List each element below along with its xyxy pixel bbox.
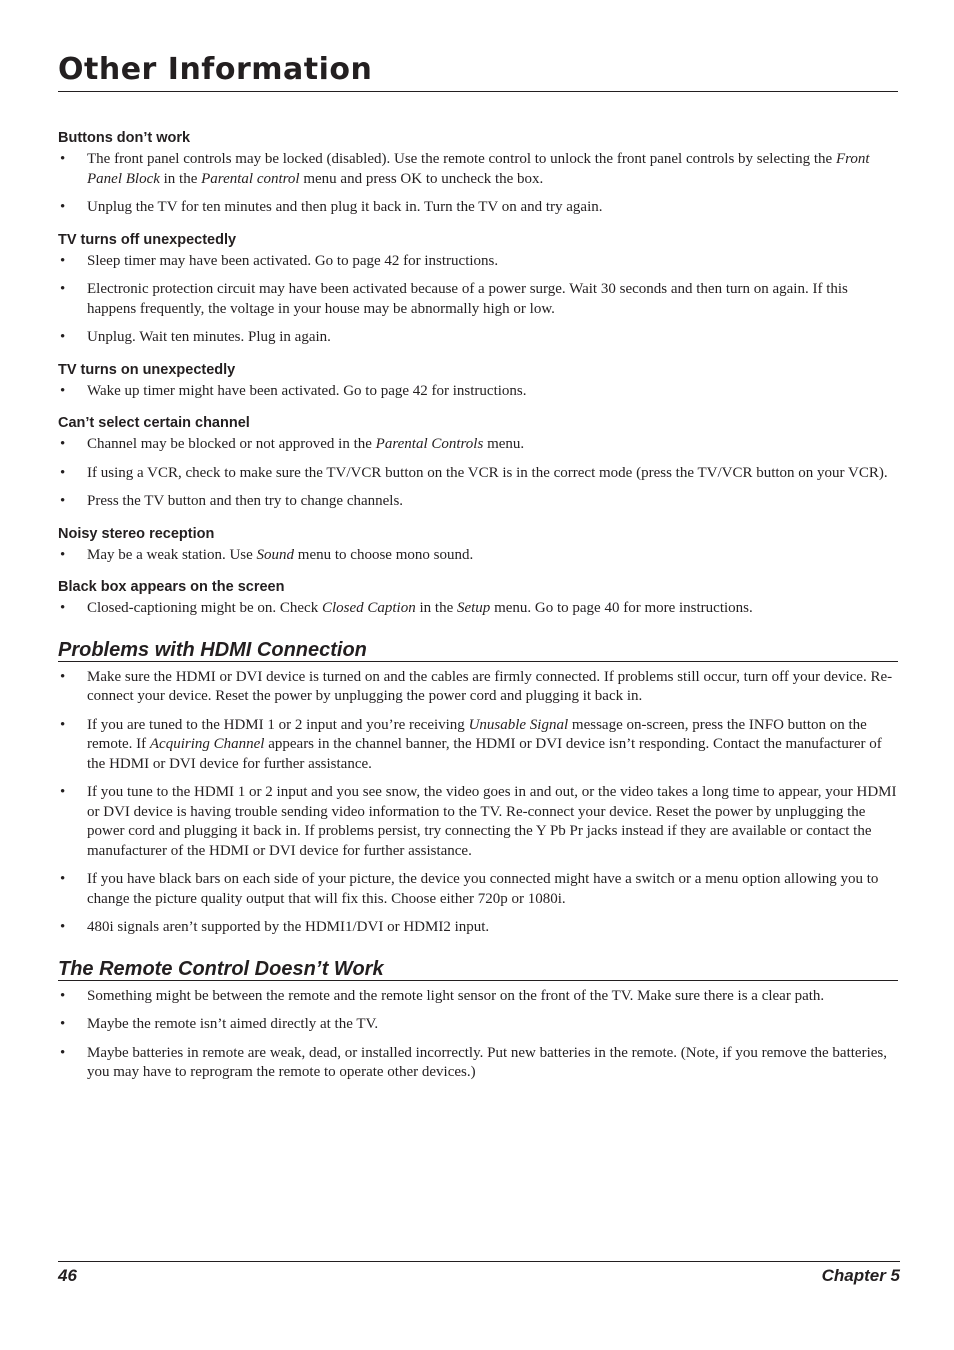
- bullet-icon: •: [60, 151, 66, 167]
- troubleshooting-sections: [58, 130, 898, 619]
- subsection-heading: Noisy stereo reception: [58, 525, 215, 542]
- bullet-list: [58, 435, 898, 512]
- text-run: menu. Go to page 40 for more instructions.: [490, 600, 753, 616]
- text-run: If using a VCR, check to make sure the TV/VCR button on the VCR is in the correct mode (press the TV/VCR button on your VCR).: [87, 464, 888, 481]
- menu-name: Parental Controls: [375, 436, 484, 452]
- menu-name: Sound: [256, 546, 295, 563]
- text-run: appears in the channel banner, the HDMI or DVI device isn’t responding. Contact the manufacturer of the HDMI or DVI device for further assistance.: [87, 736, 882, 772]
- bullet-icon: •: [60, 784, 66, 800]
- menu-name: Setup: [456, 600, 491, 616]
- text-run: Closed-captioning might be on. Check: [87, 600, 322, 616]
- text-run: Unplug. Wait ten minutes. Plug in again.: [87, 329, 331, 345]
- text-run: If you are tuned to the HDMI 1 or 2 input and you’re receiving: [87, 716, 469, 733]
- subsection-heading: Black box appears on the screen: [58, 579, 285, 595]
- list-item: [58, 464, 898, 484]
- bullet-icon: •: [60, 919, 66, 935]
- subsection-heading: TV turns on unexpectedly: [58, 361, 236, 378]
- bullet-icon: •: [60, 716, 66, 733]
- bullet-icon: •: [60, 668, 66, 685]
- list-item: [58, 987, 898, 1007]
- text-run: Wake up timer might have been activated. Go to page 42 for instructions.: [87, 382, 527, 399]
- list-item: [58, 252, 898, 272]
- list-item: [58, 435, 898, 455]
- list-item: [58, 492, 898, 512]
- bullet-icon: •: [60, 436, 66, 452]
- list-item: [58, 870, 898, 909]
- text-run: Press the TV button and then try to change channels.: [87, 493, 404, 509]
- text-run: Maybe batteries in remote are weak, dead, or installed incorrectly. Put new batteries in the remote. (Note, if you remove the batteries, you may have to reprogram the remote to operate other devices.): [87, 1044, 887, 1080]
- bullet-list: [58, 546, 898, 566]
- bullet-icon: •: [60, 281, 66, 297]
- text-run: menu to choose mono sound.: [294, 546, 474, 563]
- bullet-list: [58, 987, 898, 1083]
- list-item: [58, 716, 898, 775]
- bullet-list: [58, 252, 898, 348]
- bullet-icon: •: [60, 987, 66, 1004]
- list-item: [58, 382, 898, 402]
- list-item: [58, 280, 898, 319]
- menu-name: Unusable Signal: [468, 716, 569, 733]
- page-number: 46: [58, 1266, 77, 1285]
- subsection-heading: TV turns off unexpectedly: [58, 231, 237, 248]
- major-sections: [58, 639, 898, 1083]
- text-run: Make sure the HDMI or DVI device is turned on and the cables are firmly connected. If problems still occur, turn off your device. Re-connect your device. Reset the power by unplugging the power cord and plugging it back in.: [87, 668, 893, 704]
- bullet-icon: •: [60, 871, 66, 887]
- text-run: menu and press OK to uncheck the box.: [299, 170, 544, 187]
- section-heading: The Remote Control Doesn’t Work: [58, 958, 898, 981]
- list-item: [58, 783, 898, 861]
- text-run: Maybe the remote isn’t aimed directly at the TV.: [87, 1016, 379, 1032]
- text-run: Sleep timer may have been activated. Go to page 42 for instructions.: [87, 252, 499, 269]
- menu-name: Front Panel Block: [87, 151, 870, 187]
- text-run: Electronic protection circuit may have been activated because of a power surge. Wait 30 seconds and then turn on again. If this happens frequently, the voltage in your house may be abnormally high or low.: [87, 281, 848, 317]
- bullet-icon: •: [60, 546, 66, 563]
- bullet-icon: •: [60, 199, 66, 215]
- bullet-icon: •: [60, 1016, 66, 1032]
- list-item: [58, 599, 898, 619]
- bullet-list: [58, 150, 898, 218]
- bullet-icon: •: [60, 382, 66, 399]
- text-run: May be a weak station. Use: [87, 546, 257, 563]
- bullet-list: [58, 599, 898, 619]
- menu-name: Closed Caption: [321, 600, 416, 616]
- list-item: [58, 1044, 898, 1083]
- text-run: Channel may be blocked or not approved in the: [87, 436, 376, 452]
- text-run: message on-screen, press the INFO button on the remote. If: [87, 716, 867, 752]
- text-run: 480i signals aren’t supported by the HDMI1/DVI or HDMI2 input.: [87, 919, 490, 935]
- list-item: [58, 198, 898, 218]
- text-run: If you have black bars on each side of your picture, the device you connected might have a switch or a menu option allowing you to change the picture quality output that will fix this. Choose either 720p or 1080i.: [87, 871, 879, 907]
- footer-rule: [58, 1261, 900, 1262]
- title-rule: [58, 91, 898, 92]
- list-item: [58, 328, 898, 348]
- list-item: [58, 668, 898, 707]
- bullet-icon: •: [60, 252, 66, 269]
- list-item: [58, 150, 898, 189]
- subsection-heading: Can’t select certain channel: [58, 415, 250, 431]
- bullet-icon: •: [60, 493, 66, 509]
- list-item: [58, 1015, 898, 1035]
- bullet-icon: •: [60, 464, 66, 481]
- subsection-heading: Buttons don’t work: [58, 130, 191, 146]
- text-run: Something might be between the remote and the remote light sensor on the front of the TV. Make sure there is a clear path.: [87, 987, 825, 1004]
- content: [58, 130, 898, 1092]
- bullet-list: [58, 668, 898, 938]
- bullet-icon: •: [60, 600, 66, 616]
- list-item: [58, 918, 898, 938]
- text-run: The front panel controls may be locked (disabled). Use the remote control to unlock the front panel controls by selecting the: [87, 151, 836, 167]
- chapter-label: Chapter 5: [821, 1266, 900, 1285]
- list-item: [58, 546, 898, 566]
- section-heading: Problems with HDMI Connection: [58, 639, 898, 662]
- text-run: menu.: [483, 436, 525, 452]
- text-run: If you tune to the HDMI 1 or 2 input and you see snow, the video goes in and out, or the video takes a long time to appear, your HDMI or DVI device is having trouble sending video information to the TV. Re-connect your device. Reset the power by unplugging the power cord and plugging it back in. If problems persist, try connecting the Y Pb Pr jacks instead if they are available or contact the manufacturer of the HDMI or DVI device for further assistance.: [87, 784, 897, 859]
- bullet-icon: •: [60, 1044, 66, 1061]
- page-title: Other Information: [58, 52, 373, 87]
- text-run: in the: [159, 170, 202, 187]
- menu-name: Parental control: [201, 170, 300, 187]
- bullet-icon: •: [60, 329, 66, 345]
- text-run: in the: [415, 600, 457, 616]
- bullet-list: [58, 382, 898, 402]
- text-run: Unplug the TV for ten minutes and then plug it back in. Turn the TV on and try again.: [87, 199, 603, 215]
- menu-name: Acquiring Channel: [149, 736, 265, 752]
